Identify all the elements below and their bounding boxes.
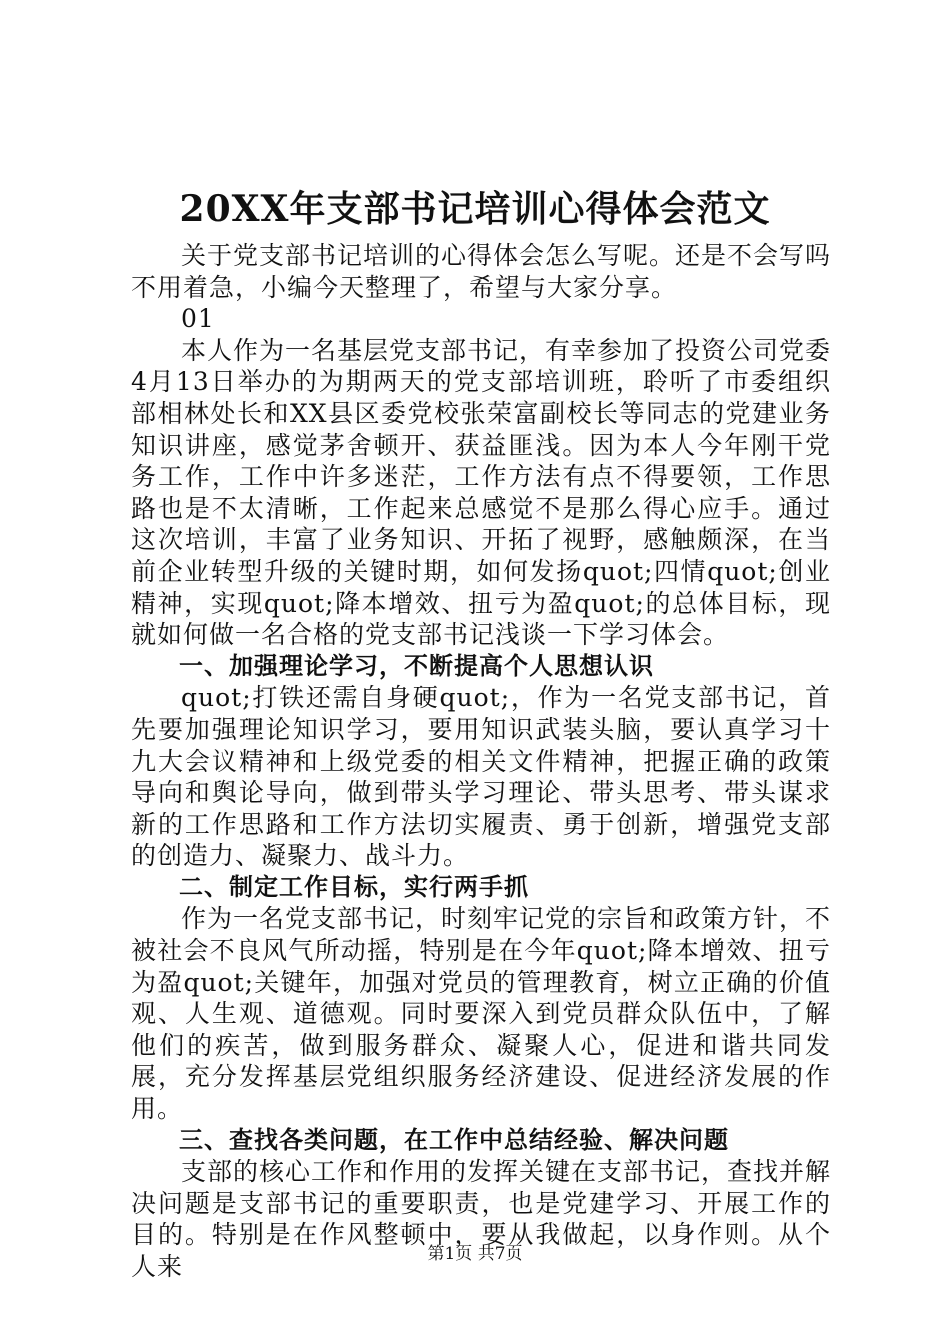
page-footer: 第1页 共7页 [427,1244,523,1264]
section-heading-3: 三、查找各类问题，在工作中总结经验、解决问题 [179,1125,729,1154]
paragraph-2: quot;打铁还需自身硬quot;，作为一名党支部书记，首先要加强理论知识学习，要用知识武装头脑，要认真学习十九大会议精神和上级党委的相关文件精神，把握正确的政策导向和舆论导向，做到带头学习理论、带头思考、带头谋求新的工作思路和工作方法切实履责、勇于创新，增强党支部的创造力、凝聚力、战斗力。 [131,683,831,871]
section-number: 01 [181,304,215,334]
paragraph-1: 本人作为一名基层党支部书记，有幸参加了投资公司党委4月13日举办的为期两天的党支部培训班，聆听了市委组织部相林处长和XX县区委党校张荣富副校长等同志的党建业务知识讲座，感觉茅舍顿开、获益匪浅。因为本人今年刚干党务工作，工作中许多迷茫，工作方法有点不得要领，工作思路也是不太清晰，工作起来总感觉不是那么得心应手。通过这次培训，丰富了业务知识、开拓了视野，感触颇深，在当前企业转型升级的关键时期，如何发扬quot;四情quot;创业精神，实现quot;降本增效、扭亏为盈quot;的总体目标，现就如何做一名合格的党支部书记浅谈一下学习体会。 [131,335,832,650]
document-body [131,240,831,1283]
paragraph-3: 作为一名党支部书记，时刻牢记党的宗旨和政策方针，不被社会不良风气所动摇，特别是在今年quot;降本增效、扭亏为盈quot;关键年，加强对党员的管理教育，树立正确的价值观、人生观、道德观。同时要深入到党员群众队伍中，了解他们的疾苦，做到服务群众、凝聚人心，促进和谐共同发展，充分发挥基层党组织服务经济建设、促进经济发展的作用。 [131,904,832,1124]
intro-paragraph: 关于党支部书记培训的心得体会怎么写呢。还是不会写吗不用着急，小编今天整理了，希望与大家分享。 [131,241,832,302]
section-heading-1: 一、加强理论学习，不断提高个人思想认识 [179,651,654,680]
paragraph-4: 支部的核心工作和作用的发挥关键在支部书记，查找并解决问题是支部书记的重要职责，也是党建学习、开展工作的目的。特别是在作风整顿中，要从我做起，以身作则。从个人来 [131,1157,832,1281]
document-title: 20XX年支部书记培训心得体会范文 [179,188,771,230]
section-heading-2: 二、制定工作目标，实行两手抓 [179,872,529,901]
